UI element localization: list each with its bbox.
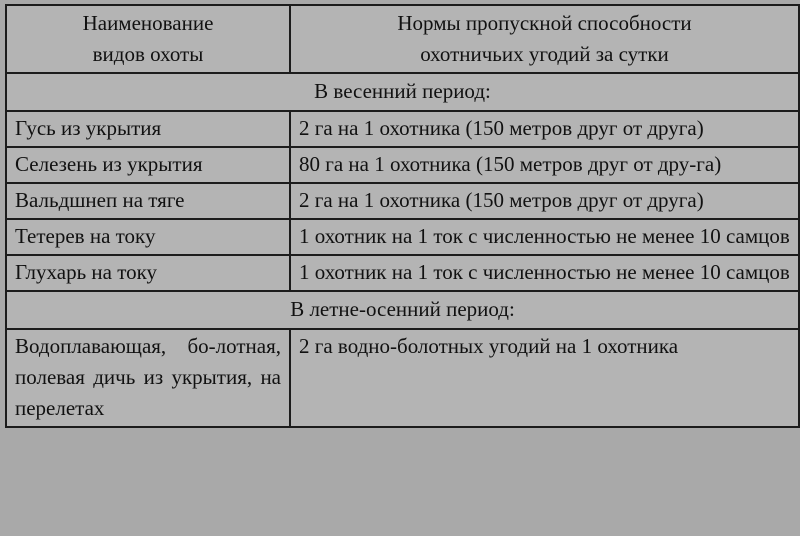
- header-hunting-type-line1: Наименование: [82, 11, 214, 35]
- table-row: [6, 219, 799, 255]
- norm-cell: 80 га на 1 охотника (150 метров друг от дру-га): [290, 147, 799, 183]
- norm-cell: 2 га на 1 охотника (150 метров друг от друга): [290, 111, 799, 147]
- header-capacity-norms-line1: Нормы пропускной способности: [397, 11, 692, 35]
- norm-cell: 1 охотник на 1 ток с численностью не менее 10 самцов: [290, 255, 799, 291]
- hunting-type-cell: Вальдшнеп на тяге: [6, 183, 290, 219]
- hunting-type-cell: Глухарь на току: [6, 255, 290, 291]
- norm-cell: 2 га на 1 охотника (150 метров друг от друга): [290, 183, 799, 219]
- hunting-norms-table: [5, 4, 800, 428]
- section-row-summer-autumn: [6, 291, 799, 329]
- norm-cell: 1 охотник на 1 ток с численностью не менее 10 самцов: [290, 219, 799, 255]
- norm-cell: 2 га водно-болотных угодий на 1 охотника: [290, 329, 799, 427]
- table-row: [6, 255, 799, 291]
- section-row-spring: [6, 73, 799, 111]
- header-hunting-type: [6, 5, 290, 73]
- table-row: [6, 111, 799, 147]
- table-row: [6, 183, 799, 219]
- hunting-type-cell: Водоплавающая, бо-лотная, полевая дичь из укрытия, на перелетах: [6, 329, 290, 427]
- table-row: [6, 147, 799, 183]
- hunting-type-cell: Тетерев на току: [6, 219, 290, 255]
- header-capacity-norms-line2: охотничьих угодий за сутки: [420, 42, 669, 66]
- header-hunting-type-line2: видов охоты: [92, 42, 204, 66]
- hunting-type-cell: Гусь из укрытия: [6, 111, 290, 147]
- header-capacity-norms: [290, 5, 799, 73]
- table-header-row: [6, 5, 799, 73]
- section-title-spring: В весенний период:: [6, 73, 799, 111]
- section-title-summer-autumn: В летне-осенний период:: [6, 291, 799, 329]
- hunting-type-cell: Селезень из укрытия: [6, 147, 290, 183]
- table-row: [6, 329, 799, 427]
